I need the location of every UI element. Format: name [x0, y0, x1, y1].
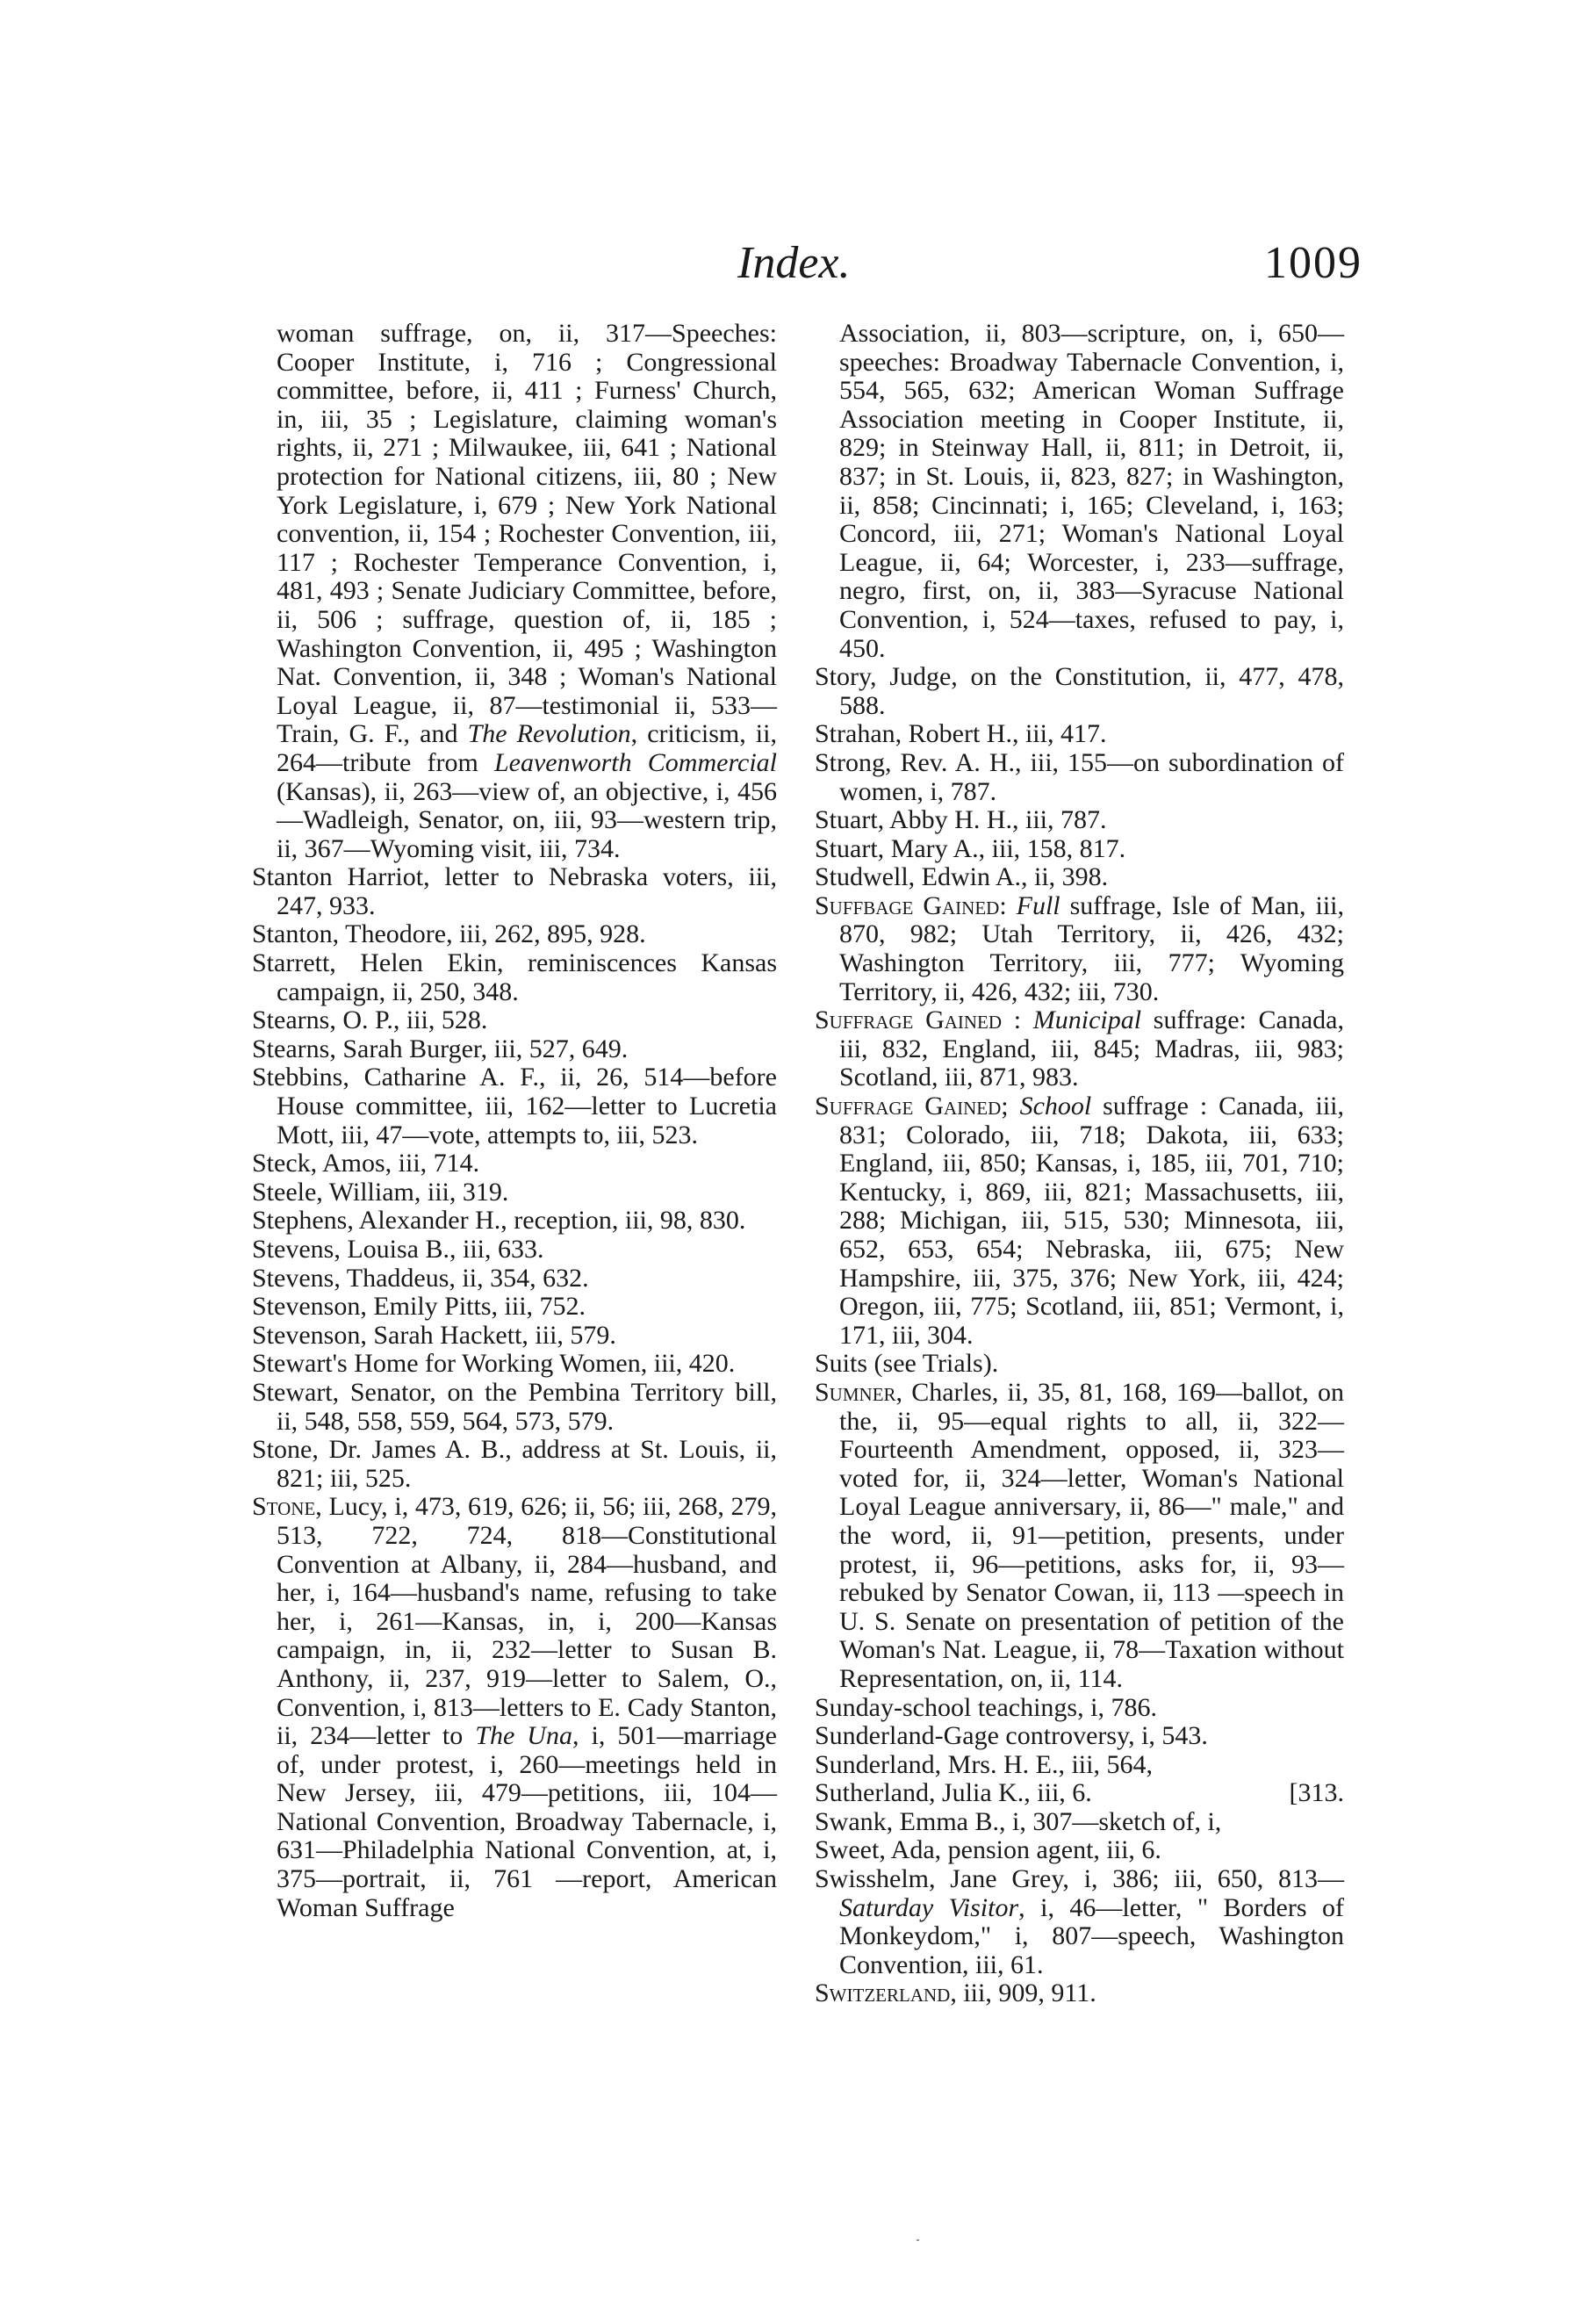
entry-text: Steele, William, iii, 319. [252, 1177, 509, 1207]
index-entry [815, 1006, 1344, 1092]
entry-text: Studwell, Edwin A., ii, 398. [815, 862, 1109, 892]
entry-text: Stevenson, Sarah Hackett, iii, 579. [252, 1320, 616, 1350]
entry-text: suffrage: Canada, iii, 832, England, iii, 845; Madras, iii, 983; Scotland, iii, 871, 983. [839, 1005, 1345, 1092]
entry-heading: Suffbage Gained [815, 890, 1000, 920]
entry-text: Stevens, Thaddeus, ii, 354, 632. [252, 1263, 589, 1293]
entry-heading: Sumner [815, 1377, 896, 1407]
index-entry [252, 1350, 777, 1379]
index-entry [815, 749, 1344, 806]
index-entry [252, 1293, 777, 1322]
entry-text: Stanton Harriot, letter to Nebraska voters, iii, 247, 933. [252, 862, 777, 920]
entry-text: Starrett, Helen Ekin, reminiscences Kansas campaign, ii, 250, 348. [252, 948, 777, 1006]
entry-text: Strahan, Robert H., iii, 417. [815, 719, 1107, 749]
entry-text: (Kansas), ii, 263—view of, an objective, i, 456—Wadleigh, Senator, on, iii, 93—western trip, ii, 367—Wyoming visit, iii, 734. [277, 776, 777, 863]
index-entry [815, 1779, 1344, 1808]
entry-text: woman suffrage, on, ii, 317—Speeches: Cooper Institute, i, 716 ; Congressional committee, before, ii, 411 ; Furness' Church, in, iii, 35 ; Legislature, claiming woman's rights, ii, 271 ; Milwaukee, iii, 641 ; National protection for National citizens, iii, 80 ; New York Legislature, i, 679 ; New York National convention, ii, 154 ; Rochester Convention, iii, 117 ; Rochester Temperance Convention, i, 481, 493 ; Senate Judiciary Committee, before, ii, 506 ; suffrage, question of, ii, 185 ; Washington Convention, ii, 495 ; Washington Nat. Convention, ii, 348 ; Woman's National Loyal League, ii, 87—testimonial ii, 533—Train, G. F., and [277, 319, 777, 749]
index-entry [252, 1006, 777, 1035]
index-entry [815, 892, 1344, 1006]
entry-text: Stuart, Mary A., iii, 158, 817. [815, 833, 1126, 863]
entry-overflow-note: [313. [1289, 1778, 1344, 1808]
page-number: 1009 [1264, 238, 1362, 288]
entry-text: Story, Judge, on the Constitution, ii, 477, 478, 588. [815, 662, 1344, 720]
index-entry [815, 1092, 1344, 1350]
index-entry [252, 863, 777, 920]
entry-text: , iii, 909, 911. [950, 1978, 1096, 2008]
index-entry [815, 1350, 1344, 1379]
entry-text: Stebbins, Catharine A. F., ii, 26, 514—before House committee, iii, 162—letter to Lucretia Mott, iii, 47—vote, attempts to, iii, 523. [252, 1063, 777, 1149]
entry-italic: Full [1016, 890, 1060, 920]
entry-text: Stevenson, Emily Pitts, iii, 752. [252, 1292, 586, 1322]
entry-text: Strong, Rev. A. H., iii, 155—on subordination of women, i, 787. [815, 747, 1344, 806]
entry-text: Stevens, Louisa B., iii, 633. [252, 1235, 544, 1264]
entry-italic: Saturday Visitor [839, 1892, 1019, 1922]
index-entry [252, 1265, 777, 1294]
entry-italic: The Una [475, 1721, 572, 1751]
entry-text: suffrage : Canada, iii, 831; Colorado, iii, 718; Dakota, iii, 633; England, iii, 850; Kansas, i, 185, iii, 701, 710; Kentucky, i, 869, iii, 821; Massachusetts, iii, 288; Michigan, iii, 515, 530; Minnesota, iii, 652, 653, 654; Nebraska, iii, 675; New Hampshire, iii, 375, 376; New York, iii, 424; Oregon, iii, 775; Scotland, iii, 851; Vermont, i, 171, iii, 304. [839, 1092, 1345, 1350]
index-entry [815, 806, 1344, 835]
index-entry [252, 1436, 777, 1493]
index-entry [252, 1236, 777, 1265]
entry-text: : [1002, 1005, 1033, 1035]
index-entry [815, 720, 1344, 749]
index-entry [252, 1178, 777, 1207]
entry-text: Stuart, Abby H. H., iii, 787. [815, 805, 1107, 835]
index-entry [815, 1379, 1344, 1694]
index-entry [252, 1063, 777, 1149]
index-entry [815, 1836, 1344, 1865]
entry-italic: The Revolution [467, 719, 631, 749]
entry-text: Association, ii, 803—scripture, on, i, 650—speeches: Broadway Tabernacle Convention, i, 554, 565, 632; American Woman Suffrage Association meeting in Cooper Institute, ii, 829; in Steinway Hall, ii, 811; in Detroit, ii, 837; in St. Louis, ii, 823, 827; in Washington, ii, 858; Cincinnati; i, 165; Cleveland, i, 163; Concord, iii, 271; Woman's National Loyal League, ii, 64; Worcester, i, 233—suffrage, negro, first, on, ii, 383—Syracuse National Convention, i, 524—taxes, refused to pay, i, 450. [839, 319, 1344, 663]
index-entry [815, 1979, 1344, 2008]
entry-italic: Leavenworth Commercial [493, 747, 777, 777]
index-entry [252, 920, 777, 949]
entry-text: Sutherland, Julia K., iii, 6. [815, 1778, 1092, 1808]
index-entry [252, 1379, 777, 1436]
entry-text: , i, 501—marriage of, under protest, i, 260—meetings held in New Jersey, iii, 479—petitions, iii, 104—National Convention, Broadway Tabernacle, i, 631—Philadelphia National Convention, at, i, 375—portrait, ii, 761 —report, American Woman Suffrage [277, 1721, 777, 1922]
entry-text: Suits (see Trials). [815, 1349, 999, 1379]
entry-heading: Stone [252, 1492, 316, 1522]
entry-text: Sunderland, Mrs. H. E., iii, 564, [815, 1749, 1153, 1779]
entry-text: Swisshelm, Jane Grey, i, 386; iii, 650, 813— [815, 1864, 1344, 1894]
entry-text: Stanton, Theodore, iii, 262, 895, 928. [252, 919, 646, 949]
entry-text: , i, 46—letter, " Borders of Monkeydom," i, 807—speech, Washington Convention, iii, 61. [839, 1892, 1344, 1979]
entry-text: : [999, 890, 1017, 920]
index-entry [252, 1035, 777, 1064]
page-title: Index. [737, 238, 851, 288]
entry-text: Swank, Emma B., i, 307—sketch of, i, [815, 1806, 1222, 1836]
entry-text: Sunday-school teachings, i, 786. [815, 1692, 1157, 1722]
index-entry [815, 863, 1344, 892]
index-entry [815, 835, 1344, 864]
entry-text: Stearns, O. P., iii, 528. [252, 1005, 488, 1035]
index-entry [815, 1865, 1344, 1979]
index-entry [252, 949, 777, 1006]
index-entry [252, 320, 777, 863]
entry-text: suffrage, Isle of Man, iii, 870, 982; Utah Territory, ii, 426, 432; Washington Territory, iii, 777; Wyoming Territory, ii, 426, 432; iii, 730. [839, 890, 1344, 1006]
page-header [0, 237, 1596, 299]
index-column-left [252, 320, 777, 1922]
entry-text: Sweet, Ada, pension agent, iii, 6. [815, 1835, 1161, 1865]
entry-heading: Suffrage Gained [815, 1092, 1002, 1121]
entry-text: , criticism, ii, 264—tribute from [277, 719, 777, 777]
entry-text: Stephens, Alexander H., reception, iii, 98, 830. [252, 1206, 746, 1236]
index-entry [252, 1322, 777, 1351]
index-entry [252, 1149, 777, 1178]
index-entry [252, 1493, 777, 1922]
index-entry [815, 1808, 1344, 1837]
entry-italic: School [1019, 1092, 1092, 1121]
index-entry [252, 1207, 777, 1236]
page-speck [917, 2239, 919, 2241]
entry-heading: Suffrage Gained [815, 1005, 1003, 1035]
entry-text: Stearns, Sarah Burger, iii, 527, 649. [252, 1034, 629, 1063]
entry-text: , Charles, ii, 35, 81, 168, 169—ballot, on the, ii, 95—equal rights to all, ii, 322—Fourteenth Amendment, opposed, ii, 323—voted for, ii, 324—letter, Woman's National Loyal League anniversary, ii, 86—" male," and the word, ii, 91—petition, presents, under protest, ii, 96—petitions, asks for, ii, 93—rebuked by Senator Cowan, ii, 113 —speech in U. S. Senate on presentation of petition of the Woman's Nat. League, ii, 78—Taxation without Representation, on, ii, 114. [839, 1377, 1344, 1693]
entry-italic: Municipal [1032, 1005, 1142, 1035]
index-entry [815, 1751, 1344, 1780]
index-entry [815, 1694, 1344, 1723]
entry-text: ; [1001, 1092, 1020, 1121]
entry-text: Stone, Dr. James A. B., address at St. Louis, ii, 821; iii, 525. [252, 1435, 777, 1493]
index-entry [815, 1722, 1344, 1751]
entry-text: Stewart's Home for Working Women, iii, 420. [252, 1349, 736, 1379]
entry-text: , Lucy, i, 473, 619, 626; ii, 56; iii, 268, 279, 513, 722, 724, 818—Constitutional Convention at Albany, ii, 284—husband, and her, i, 164—husband's name, refusing to take her, i, 261—Kansas, in, i, 200—Kansas campaign, in, ii, 232—letter to Susan B. Anthony, ii, 237, 919—letter to Salem, O., Convention, i, 813—letters to E. Cady Stanton, ii, 234—letter to [277, 1492, 777, 1751]
index-column-right [815, 320, 1344, 2008]
entry-heading: Switzerland [815, 1978, 951, 2008]
entry-text: Sunderland-Gage controversy, i, 543. [815, 1721, 1208, 1751]
entry-text: Stewart, Senator, on the Pembina Territory bill, ii, 548, 558, 559, 564, 573, 579. [252, 1377, 777, 1436]
index-entry [815, 320, 1344, 663]
index-entry [815, 663, 1344, 720]
entry-text: Steck, Amos, iii, 714. [252, 1149, 480, 1178]
